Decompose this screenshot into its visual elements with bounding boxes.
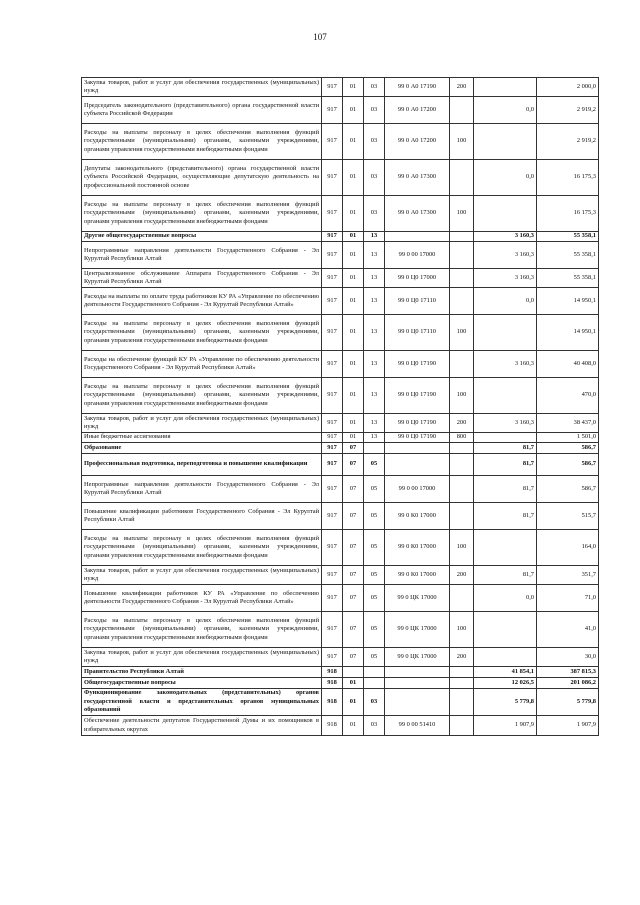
- table-row: [82, 443, 599, 454]
- department-code: 917: [322, 648, 343, 667]
- table-row: [82, 97, 599, 124]
- subsection-code: 13: [364, 378, 385, 414]
- target-article-code: 99 0 Ц0 17110: [385, 315, 450, 351]
- section-code: 01: [343, 716, 364, 736]
- amount-change: [474, 433, 537, 443]
- section-code: 01: [343, 232, 364, 242]
- subsection-code: 13: [364, 269, 385, 288]
- target-article-code: 99 0 А0 17190: [385, 78, 450, 97]
- amount-change: 3 160,3: [474, 414, 537, 433]
- expense-type-code: 200: [450, 78, 474, 97]
- amount-total: 201 086,2: [537, 678, 599, 689]
- target-article-code: 99 0 00 17000: [385, 242, 450, 269]
- target-article-code: 99 0 00 17000: [385, 476, 450, 503]
- department-code: 917: [322, 351, 343, 378]
- expense-type-code: 100: [450, 315, 474, 351]
- department-code: 917: [322, 454, 343, 476]
- section-code: 01: [343, 124, 364, 160]
- table-row: [82, 689, 599, 716]
- subsection-code: [364, 678, 385, 689]
- subsection-code: 05: [364, 476, 385, 503]
- department-code: 917: [322, 232, 343, 242]
- row-name: Образование: [82, 443, 322, 454]
- table-row: [82, 585, 599, 612]
- amount-total: 5 779,8: [537, 689, 599, 716]
- department-code: 917: [322, 124, 343, 160]
- section-code: 01: [343, 288, 364, 315]
- target-article-code: [385, 678, 450, 689]
- department-code: 917: [322, 97, 343, 124]
- expense-type-code: [450, 585, 474, 612]
- subsection-code: 03: [364, 196, 385, 232]
- expense-type-code: [450, 503, 474, 530]
- amount-total: 1 501,0: [537, 433, 599, 443]
- table-row: [82, 378, 599, 414]
- amount-total: 55 358,1: [537, 242, 599, 269]
- amount-change: 81,7: [474, 454, 537, 476]
- target-article-code: [385, 454, 450, 476]
- row-name: Расходы на выплаты персоналу в целях обеспечения выполнения функций государственными (муниципальными) органами, казенными учреждениями, органами управления государственными внебюджетными фондами: [82, 378, 322, 414]
- section-code: 07: [343, 454, 364, 476]
- department-code: 917: [322, 476, 343, 503]
- expense-type-code: [450, 242, 474, 269]
- table-row: [82, 414, 599, 433]
- section-code: 01: [343, 196, 364, 232]
- section-code: 07: [343, 503, 364, 530]
- page-number: 107: [313, 32, 327, 42]
- row-name: Расходы на обеспечение функций КУ РА «Управление по обеспечению деятельности Государственного Собрания - Эл Курултай Республики Алтай»: [82, 351, 322, 378]
- table-row: [82, 716, 599, 736]
- department-code: 917: [322, 443, 343, 454]
- amount-change: 5 779,8: [474, 689, 537, 716]
- target-article-code: 99 0 К0 17000: [385, 566, 450, 585]
- amount-total: 586,7: [537, 443, 599, 454]
- amount-change: 0,0: [474, 288, 537, 315]
- table-row: [82, 476, 599, 503]
- expense-type-code: [450, 160, 474, 196]
- section-code: 07: [343, 443, 364, 454]
- amount-change: 81,7: [474, 443, 537, 454]
- amount-change: 81,7: [474, 566, 537, 585]
- section-code: 07: [343, 476, 364, 503]
- amount-change: [474, 196, 537, 232]
- table-row: [82, 78, 599, 97]
- amount-total: 14 950,1: [537, 315, 599, 351]
- amount-total: 387 815,3: [537, 667, 599, 678]
- table-row: [82, 503, 599, 530]
- amount-change: 41 854,1: [474, 667, 537, 678]
- section-code: 01: [343, 269, 364, 288]
- expense-type-code: [450, 476, 474, 503]
- target-article-code: 99 0 К0 17000: [385, 530, 450, 566]
- department-code: 918: [322, 689, 343, 716]
- amount-change: 3 160,3: [474, 232, 537, 242]
- amount-change: [474, 78, 537, 97]
- expense-type-code: 100: [450, 196, 474, 232]
- table-row: [82, 315, 599, 351]
- subsection-code: 05: [364, 648, 385, 667]
- section-code: 07: [343, 612, 364, 648]
- table-row: [82, 196, 599, 232]
- department-code: 918: [322, 667, 343, 678]
- expense-type-code: [450, 454, 474, 476]
- table-row: [82, 433, 599, 443]
- amount-change: [474, 612, 537, 648]
- amount-change: 0,0: [474, 585, 537, 612]
- amount-total: 2 000,0: [537, 78, 599, 97]
- amount-change: [474, 530, 537, 566]
- amount-total: 14 950,1: [537, 288, 599, 315]
- department-code: 917: [322, 530, 343, 566]
- table-row: [82, 648, 599, 667]
- subsection-code: 13: [364, 351, 385, 378]
- target-article-code: [385, 689, 450, 716]
- department-code: 918: [322, 716, 343, 736]
- table-row: [82, 351, 599, 378]
- expense-type-code: [450, 97, 474, 124]
- target-article-code: [385, 232, 450, 242]
- amount-change: 12 026,5: [474, 678, 537, 689]
- expense-type-code: 800: [450, 433, 474, 443]
- department-code: 918: [322, 678, 343, 689]
- amount-change: [474, 315, 537, 351]
- table-row: [82, 566, 599, 585]
- row-name: Расходы на выплаты персоналу в целях обеспечения выполнения функций государственными (муниципальными) органами, казенными учреждениями, органами управления государственными внебюджетными фондами: [82, 124, 322, 160]
- amount-change: [474, 648, 537, 667]
- section-code: 01: [343, 433, 364, 443]
- target-article-code: 99 0 Ц0 17190: [385, 351, 450, 378]
- amount-change: 3 160,3: [474, 242, 537, 269]
- amount-total: 586,7: [537, 454, 599, 476]
- department-code: 917: [322, 78, 343, 97]
- row-name: Непрограммные направления деятельности Государственного Собрания - Эл Курултай Республики Алтай: [82, 476, 322, 503]
- amount-total: 41,0: [537, 612, 599, 648]
- expense-type-code: [450, 716, 474, 736]
- subsection-code: 03: [364, 716, 385, 736]
- amount-total: 1 907,9: [537, 716, 599, 736]
- department-code: 917: [322, 242, 343, 269]
- department-code: 917: [322, 160, 343, 196]
- amount-total: 2 919,2: [537, 97, 599, 124]
- table-row: [82, 454, 599, 476]
- department-code: 917: [322, 433, 343, 443]
- section-code: 01: [343, 689, 364, 716]
- department-code: 917: [322, 612, 343, 648]
- amount-total: 515,7: [537, 503, 599, 530]
- row-name: Председатель законодательного (представительного) органа государственной власти субъекта Российской Федерации: [82, 97, 322, 124]
- row-name: Повышение квалификации работников Государственного Собрания - Эл Курултай Республики Алтай: [82, 503, 322, 530]
- section-code: 07: [343, 566, 364, 585]
- target-article-code: 99 0 ЦК 17000: [385, 585, 450, 612]
- amount-change: 0,0: [474, 160, 537, 196]
- department-code: 917: [322, 288, 343, 315]
- subsection-code: 03: [364, 160, 385, 196]
- expense-type-code: [450, 689, 474, 716]
- target-article-code: 99 0 Ц0 17190: [385, 414, 450, 433]
- amount-change: 1 907,9: [474, 716, 537, 736]
- row-name: Депутаты законодательного (представительного) органа государственной власти субъекта Российской Федерации, осуществляющие депутатскую деятельность на профессиональной постоянной основе: [82, 160, 322, 196]
- target-article-code: 99 0 Ц0 17190: [385, 378, 450, 414]
- table-row: [82, 667, 599, 678]
- target-article-code: 99 0 ЦК 17000: [385, 612, 450, 648]
- row-name: Расходы на выплаты персоналу в целях обеспечения выполнения функций государственными (муниципальными) органами, казенными учреждениями, органами управления государственными внебюджетными фондами: [82, 612, 322, 648]
- subsection-code: 05: [364, 530, 385, 566]
- subsection-code: 03: [364, 124, 385, 160]
- amount-change: [474, 124, 537, 160]
- subsection-code: 13: [364, 414, 385, 433]
- row-name: Расходы на выплаты персоналу в целях обеспечения выполнения функций государственными (муниципальными) органами, казенными учреждениями, органами управления государственными внебюджетными фондами: [82, 196, 322, 232]
- subsection-code: 13: [364, 232, 385, 242]
- amount-total: 16 175,3: [537, 160, 599, 196]
- expense-type-code: 100: [450, 530, 474, 566]
- row-name: Закупка товаров, работ и услуг для обеспечения государственных (муниципальных) нужд: [82, 78, 322, 97]
- expense-type-code: 200: [450, 648, 474, 667]
- target-article-code: 99 0 Ц0 17000: [385, 269, 450, 288]
- section-code: 07: [343, 648, 364, 667]
- expense-type-code: [450, 443, 474, 454]
- expense-type-code: 200: [450, 566, 474, 585]
- target-article-code: 99 0 Ц0 17110: [385, 288, 450, 315]
- department-code: 917: [322, 585, 343, 612]
- row-name: Обеспечение деятельности депутатов Государственной Думы и их помощников в избирательных округах: [82, 716, 322, 736]
- subsection-code: 03: [364, 78, 385, 97]
- amount-total: 470,0: [537, 378, 599, 414]
- amount-total: 586,7: [537, 476, 599, 503]
- department-code: 917: [322, 378, 343, 414]
- amount-total: 164,0: [537, 530, 599, 566]
- subsection-code: 05: [364, 454, 385, 476]
- department-code: 917: [322, 503, 343, 530]
- subsection-code: [364, 667, 385, 678]
- table-row: [82, 288, 599, 315]
- target-article-code: [385, 443, 450, 454]
- amount-total: 2 919,2: [537, 124, 599, 160]
- amount-change: 3 160,3: [474, 269, 537, 288]
- department-code: 917: [322, 315, 343, 351]
- amount-total: 55 358,1: [537, 232, 599, 242]
- section-code: 01: [343, 378, 364, 414]
- section-code: 01: [343, 678, 364, 689]
- row-name: Расходы на выплаты по оплате труда работников КУ РА «Управление по обеспечению деятельности Государственного Собрания - Эл Курултай Республики Алтай»: [82, 288, 322, 315]
- section-code: 01: [343, 315, 364, 351]
- table-row: [82, 530, 599, 566]
- section-code: 01: [343, 351, 364, 378]
- expense-type-code: 100: [450, 378, 474, 414]
- table-row: [82, 160, 599, 196]
- amount-total: 40 408,0: [537, 351, 599, 378]
- section-code: 01: [343, 97, 364, 124]
- department-code: 917: [322, 414, 343, 433]
- subsection-code: 05: [364, 612, 385, 648]
- target-article-code: 99 0 Ц0 17190: [385, 433, 450, 443]
- table-row: [82, 124, 599, 160]
- section-code: 01: [343, 78, 364, 97]
- subsection-code: 13: [364, 315, 385, 351]
- expense-type-code: [450, 232, 474, 242]
- target-article-code: 99 0 ЦК 17000: [385, 648, 450, 667]
- expense-type-code: [450, 269, 474, 288]
- expense-type-code: 100: [450, 612, 474, 648]
- target-article-code: 99 0 А0 17200: [385, 97, 450, 124]
- subsection-code: 13: [364, 242, 385, 269]
- row-name: Общегосударственные вопросы: [82, 678, 322, 689]
- amount-change: [474, 378, 537, 414]
- amount-change: 81,7: [474, 476, 537, 503]
- department-code: 917: [322, 196, 343, 232]
- row-name: Закупка товаров, работ и услуг для обеспечения государственных (муниципальных) нужд: [82, 648, 322, 667]
- table-row: [82, 242, 599, 269]
- target-article-code: [385, 667, 450, 678]
- amount-total: 30,0: [537, 648, 599, 667]
- table-row: [82, 612, 599, 648]
- expense-type-code: 100: [450, 124, 474, 160]
- subsection-code: 03: [364, 97, 385, 124]
- amount-total: 351,7: [537, 566, 599, 585]
- expense-type-code: [450, 678, 474, 689]
- amount-total: 71,0: [537, 585, 599, 612]
- row-name: Расходы на выплаты персоналу в целях обеспечения выполнения функций государственными (муниципальными) органами, казенными учреждениями, органами управления государственными внебюджетными фондами: [82, 530, 322, 566]
- amount-total: 38 437,0: [537, 414, 599, 433]
- table-row: [82, 269, 599, 288]
- expense-type-code: [450, 351, 474, 378]
- target-article-code: 99 0 А0 17200: [385, 124, 450, 160]
- row-name: Закупка товаров, работ и услуг для обеспечения государственных (муниципальных) нужд: [82, 414, 322, 433]
- budget-table: [81, 77, 599, 736]
- row-name: Правительство Республики Алтай: [82, 667, 322, 678]
- expense-type-code: [450, 288, 474, 315]
- row-name: Профессиональная подготовка, переподготовка и повышение квалификации: [82, 454, 322, 476]
- amount-change: 0,0: [474, 97, 537, 124]
- table-row: [82, 678, 599, 689]
- amount-total: 16 175,3: [537, 196, 599, 232]
- table-row: [82, 232, 599, 242]
- row-name: Непрограммные направления деятельности Государственного Собрания - Эл Курултай Республики Алтай: [82, 242, 322, 269]
- department-code: 917: [322, 566, 343, 585]
- row-name: Расходы на выплаты персоналу в целях обеспечения выполнения функций государственными (муниципальными) органами, казенными учреждениями, органами управления государственными внебюджетными фондами: [82, 315, 322, 351]
- amount-change: 3 160,3: [474, 351, 537, 378]
- amount-change: 81,7: [474, 503, 537, 530]
- subsection-code: 05: [364, 585, 385, 612]
- target-article-code: 99 0 А0 17300: [385, 196, 450, 232]
- target-article-code: 99 0 А0 17300: [385, 160, 450, 196]
- section-code: 07: [343, 585, 364, 612]
- section-code: 01: [343, 414, 364, 433]
- subsection-code: 05: [364, 566, 385, 585]
- row-name: Повышение квалификации работников КУ РА «Управление по обеспечению деятельности Государственного Собрания - Эл Курултай Республики Алтай»: [82, 585, 322, 612]
- row-name: Централизованное обслуживание Аппарата Государственного Собрания - Эл Курултай Республики Алтай: [82, 269, 322, 288]
- subsection-code: 13: [364, 288, 385, 315]
- subsection-code: [364, 443, 385, 454]
- expense-type-code: [450, 667, 474, 678]
- amount-total: 55 358,1: [537, 269, 599, 288]
- section-code: 01: [343, 160, 364, 196]
- row-name: Другие общегосударственные вопросы: [82, 232, 322, 242]
- row-name: Закупка товаров, работ и услуг для обеспечения государственных (муниципальных) нужд: [82, 566, 322, 585]
- target-article-code: 99 0 К0 17000: [385, 503, 450, 530]
- section-code: 01: [343, 242, 364, 269]
- subsection-code: 03: [364, 689, 385, 716]
- section-code: [343, 667, 364, 678]
- subsection-code: 05: [364, 503, 385, 530]
- expense-type-code: 200: [450, 414, 474, 433]
- section-code: 07: [343, 530, 364, 566]
- subsection-code: 13: [364, 433, 385, 443]
- target-article-code: 99 0 00 51410: [385, 716, 450, 736]
- row-name: Функционирование законодательных (представительных) органов государственной власти и представительных органов муниципальных образований: [82, 689, 322, 716]
- row-name: Иные бюджетные ассигнования: [82, 433, 322, 443]
- department-code: 917: [322, 269, 343, 288]
